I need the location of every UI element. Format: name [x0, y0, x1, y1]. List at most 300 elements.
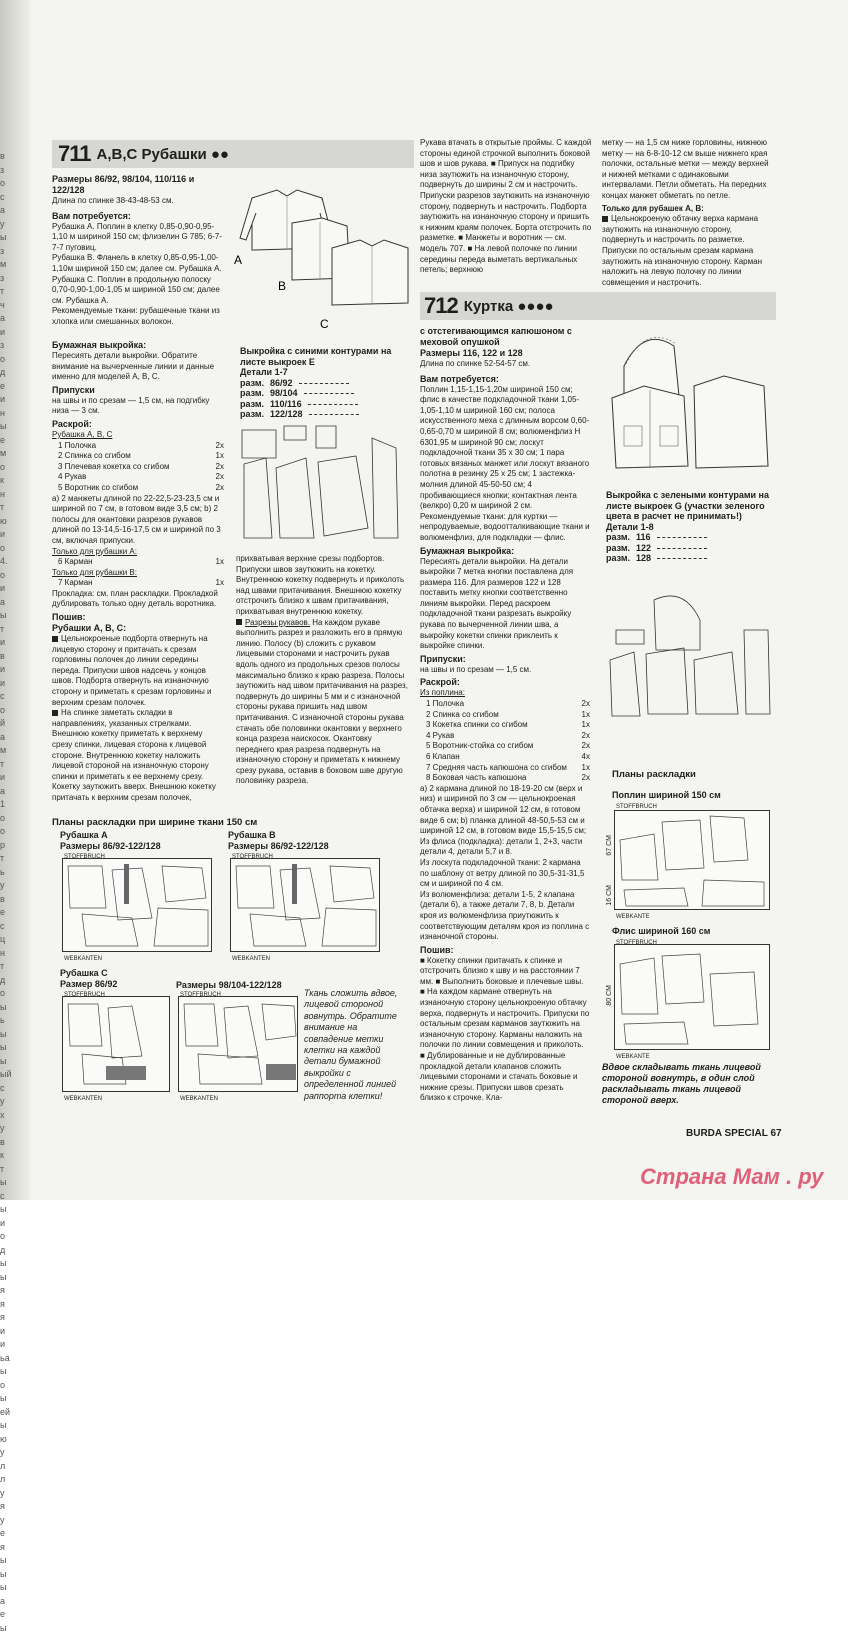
margin-text: [0, 150, 14, 1050]
margin-letter: ы: [0, 231, 14, 245]
margin-letter: з: [0, 339, 14, 353]
part-7: [52, 578, 224, 589]
part-label: 4 Рукав: [58, 472, 86, 483]
part-row: [52, 441, 224, 452]
plan-c-head2: [176, 980, 316, 991]
part-qty: 2x: [216, 462, 224, 473]
part-label: 6 Клапан: [426, 752, 460, 763]
size-legend-row: [606, 553, 776, 564]
margin-letter: о: [0, 542, 14, 556]
plan-b-title: Рубашка B: [228, 830, 388, 841]
margin-letter: ы: [0, 1622, 14, 1635]
margin-letter: ь: [0, 866, 14, 880]
part-row: [420, 731, 590, 742]
title-711: [58, 140, 229, 168]
cut-heading: Раскрой:: [52, 419, 224, 430]
pattern-sheet-712: [606, 490, 776, 564]
margin-letter: ы: [0, 1001, 14, 1015]
margin-letter: м: [0, 447, 14, 461]
margin-letter: т: [0, 1163, 14, 1177]
pattern-sheet-712-details: Детали 1-8: [606, 522, 776, 533]
margin-letter: о: [0, 569, 14, 583]
layout-pieces-c: [62, 996, 302, 1092]
margin-letter: ч: [0, 299, 14, 313]
margin-letter: а: [0, 312, 14, 326]
margin-letter: и: [0, 393, 14, 407]
part-qty: 2x: [216, 472, 224, 483]
part-qty: 2x: [582, 699, 590, 710]
margin-letter: т: [0, 852, 14, 866]
margin-letter: о: [0, 353, 14, 367]
margin-letter: ы: [0, 1203, 14, 1217]
col1-b: [52, 340, 224, 804]
jacket-pattern-heading: Бумажная выкройка:: [420, 546, 590, 557]
plan-c-head: [60, 968, 180, 989]
only-ab-heading: Только для рубашек А, В:: [602, 204, 772, 215]
margin-letter: е: [0, 434, 14, 448]
size-legend-row: [240, 388, 410, 399]
line-style: [657, 548, 707, 549]
plan-a-sizes: Размеры 86/92-122/128: [60, 841, 220, 852]
margin-letter: а: [0, 204, 14, 218]
margin-letter: 1: [0, 798, 14, 812]
line-style: [657, 537, 707, 538]
layout-pieces-fleece: [614, 944, 770, 1050]
part-label: 3 Плечевая кокетка со сгибом: [58, 462, 170, 473]
part-qty: 1x: [582, 720, 590, 731]
label-a: A: [234, 253, 242, 267]
margin-letter: с: [0, 191, 14, 205]
margin-letter: и: [0, 528, 14, 542]
part-row: [420, 741, 590, 752]
part-label: 5 Воротник со сгибом: [58, 483, 138, 494]
margin-letter: с: [0, 690, 14, 704]
size-label: разм.: [606, 543, 630, 553]
jacket-need-heading: Вам потребуется:: [420, 374, 590, 385]
part-label: 2 Спинка со сгибом: [58, 451, 131, 462]
margin-letter: у: [0, 1446, 14, 1460]
margin-letter: а: [0, 731, 14, 745]
part-row: [420, 699, 590, 710]
layout-pieces-ab: [62, 858, 382, 952]
margin-letter: ь: [0, 1014, 14, 1028]
margin-letter: о: [0, 461, 14, 475]
part-row: [52, 462, 224, 473]
fleece-head: [612, 926, 772, 937]
shirts-illustration: [232, 178, 410, 338]
part-label: 5 Воротник-стойка со сгибом: [426, 741, 533, 752]
margin-letter: з: [0, 164, 14, 178]
part-qty: 1x: [582, 763, 590, 774]
part-label: 7 Средняя часть капюшона со сгибом: [426, 763, 567, 774]
margin-letter: ы: [0, 1271, 14, 1285]
plan-b-head: [228, 830, 388, 851]
margin-letter: и: [0, 636, 14, 650]
part-qty: 2x: [216, 483, 224, 494]
need-heading: Вам потребуется:: [52, 211, 228, 222]
part-row: [52, 483, 224, 494]
page-number: 67: [770, 1128, 781, 1139]
margin-letter: и: [0, 1325, 14, 1339]
margin-letter: о: [0, 825, 14, 839]
col4-top: [602, 138, 772, 288]
jacket-allow-heading: Припуски:: [420, 654, 590, 665]
pattern-heading: Бумажная выкройка:: [52, 340, 224, 351]
part-row: [420, 710, 590, 721]
margin-letter: й: [0, 717, 14, 731]
margin-letter: н: [0, 947, 14, 961]
label-b: B: [278, 279, 286, 293]
size-value: 98/104: [270, 388, 298, 398]
layout-pieces-poplin: [614, 810, 770, 910]
allow-heading: Припуски: [52, 385, 224, 396]
length: Длина по спинке 38-43-48-53 см.: [52, 196, 228, 207]
sew-sub: Рубашки А, В, С:: [52, 623, 224, 634]
mid-2-heading: Разрезы рукавов.: [245, 618, 310, 627]
watermark: Страна Мам . ру: [640, 1164, 823, 1190]
size-label: разм.: [240, 388, 264, 398]
margin-letter: ы: [0, 609, 14, 623]
margin-letter: ы: [0, 1028, 14, 1042]
margin-letter: у: [0, 1487, 14, 1501]
size-legend-711: [240, 378, 410, 420]
margin-letter: и: [0, 1338, 14, 1352]
jacket-fleece: Из флиса (подкладка): детали 1, 2+3, части детали 4, детали 5,7 и 8.: [420, 837, 590, 858]
margin-letter: х: [0, 1109, 14, 1123]
edge-poplin: WEBKANTE: [616, 912, 650, 923]
margin-letter: у: [0, 1514, 14, 1528]
line-style: [309, 414, 359, 415]
margin-letter: д: [0, 1244, 14, 1258]
dim-poplin-2: 16 CM: [605, 885, 616, 906]
need-b: Рубашка В. Фланель в клетку 0,85-0,95-1,00-1,10м шириной 150 см; далее см. Рубашка А.: [52, 253, 228, 274]
only-a: Только для рубашки А:: [52, 547, 224, 558]
pattern-sheet-details: Детали 1-7: [240, 367, 410, 378]
margin-letter: ы: [0, 1176, 14, 1190]
mid-1: прихватывая верхние срезы подбортов. Припуски швов заутюжить на кокетку. Внутреннюю кокетку подвернуть и приколоть над швами притачивания. Внешнюю кокетку отстрочить близко к швам притачивания, прихватывая внутреннюю кокетку.: [236, 554, 408, 618]
margin-letter: а: [0, 596, 14, 610]
edge-fleece: WEBKANTE: [616, 1052, 650, 1063]
model-title: A,B,C Рубашки ●●: [97, 146, 229, 163]
margin-letter: ю: [0, 1433, 14, 1447]
part-qty: 1x: [216, 451, 224, 462]
plans-712-title: Планы раскладки: [612, 770, 772, 781]
model-title-712: Куртка ●●●●: [464, 298, 554, 315]
label-c: C: [320, 317, 329, 331]
margin-letter: ы: [0, 1554, 14, 1568]
fold-b: STOFFBRUCH: [232, 852, 273, 863]
col3-main: [420, 326, 590, 1104]
part-row: [420, 752, 590, 763]
margin-letter: я: [0, 1298, 14, 1312]
margin-letter: ый: [0, 1068, 14, 1082]
dim-poplin-1: 67 CM: [605, 835, 616, 856]
sew-1: Цельнокроеные подборта отвернуть на лицевую сторону и притачать к срезам горловины полочек до линии середины переда. Припуски швов надсечь у концов швов. Подборта отвернуть на изнаночную сторону и приметать к срезам горловины и верхним срезам полочек.: [52, 634, 212, 707]
col3-top: [420, 138, 592, 276]
margin-letter: 4.: [0, 555, 14, 569]
prokladka: Прокладка: см. план раскладки. Прокладкой дублировать только одну деталь воротника.: [52, 589, 224, 610]
plan-note-712: Вдвое складывать ткань лицевой стороной вовнутрь, в один слой раскладывать ткань лицевой стороной вверх.: [602, 1062, 774, 1106]
fold-poplin: STOFFBRUCH: [616, 802, 657, 813]
edge-b: WEBKANTEN: [232, 954, 270, 965]
plans-712-head: [612, 770, 772, 781]
model-number-712: 712: [424, 293, 458, 319]
margin-letter: в: [0, 1136, 14, 1150]
size-legend-row: [240, 378, 410, 389]
margin-letter: ц: [0, 933, 14, 947]
fold-fleece: STOFFBRUCH: [616, 938, 657, 949]
fold-c1: STOFFBRUCH: [64, 990, 105, 1001]
part-qty: 1x: [216, 578, 224, 589]
margin-letter: е: [0, 380, 14, 394]
fleece-title: Флис шириной 160 см: [612, 926, 772, 937]
poplin-head: [612, 790, 772, 801]
part-qty: 2x: [582, 773, 590, 784]
col2: [236, 554, 408, 787]
margin-letter: з: [0, 245, 14, 259]
plan-c-size2: Размеры 98/104-122/128: [176, 980, 316, 991]
margin-letter: и: [0, 771, 14, 785]
sew-heading: Пошив:: [52, 612, 224, 623]
margin-letter: а: [0, 785, 14, 799]
plan-c-size1: Размер 86/92: [60, 979, 180, 990]
jacket-illustration: [604, 326, 774, 476]
jacket-lining: Из лоскута подкладочной ткани: 2 кармана по шаблону от ветру длиной по 30,5-31-31,5 см и шириной по 4 см.: [420, 858, 590, 890]
size-label: разм.: [606, 553, 630, 563]
margin-letter: ы: [0, 1419, 14, 1433]
size-value: 122/128: [270, 409, 303, 419]
margin-letter: ы: [0, 1568, 14, 1582]
part-qty: 2x: [582, 741, 590, 752]
margin-letter: л: [0, 1460, 14, 1474]
margin-letter: у: [0, 1095, 14, 1109]
margin-letter: р: [0, 839, 14, 853]
margin-letter: я: [0, 1500, 14, 1514]
plan-b-sizes: Размеры 86/92-122/128: [228, 841, 388, 852]
margin-letter: и: [0, 326, 14, 340]
pattern-text: Пересиять детали выкройки. Обратите внимание на вычерченные линии и данные именно для моделей А, В, С.: [52, 351, 224, 383]
pattern-sheet-title: Выкройка с синими контурами на листе выкроек E: [240, 346, 410, 367]
margin-letter: и: [0, 663, 14, 677]
part-6: [52, 557, 224, 568]
cut-sub: Рубашка А, В, С: [52, 430, 224, 441]
plan-a-title: Рубашка A: [60, 830, 220, 841]
fold-a: STOFFBRUCH: [64, 852, 105, 863]
fold-c2: STOFFBRUCH: [180, 990, 221, 1001]
jacket-cut-heading: Раскрой:: [420, 677, 590, 688]
plan-note-711: Ткань сложить вдвое, лицевой стороной вовнутрь. Обратите внимание на совпадение метки клетки на каждой детали бумажной выкройки с определенной линией раппорта клетки!: [304, 988, 404, 1102]
margin-letter: д: [0, 974, 14, 988]
plan-a-head: [60, 830, 220, 851]
footer-brand: BURDA SPECIAL: [686, 1128, 768, 1139]
pattern-pieces-711: [236, 418, 416, 546]
part-row: [52, 451, 224, 462]
margin-letter: с: [0, 920, 14, 934]
margin-letter: в: [0, 650, 14, 664]
margin-letter: о: [0, 177, 14, 191]
size-value: 86/92: [270, 378, 293, 388]
part-label: 1 Полочка: [426, 699, 464, 710]
margin-letter: я: [0, 1284, 14, 1298]
sizes: Размеры 86/92, 98/104, 110/116 и 122/128: [52, 174, 228, 196]
margin-letter: м: [0, 744, 14, 758]
only-b: Только для рубашки В:: [52, 568, 224, 579]
need-rec: Рекомендуемые ткани: рубашечные ткани из хлопка или смешанных волокон.: [52, 306, 228, 327]
margin-letter: в: [0, 150, 14, 164]
size-value: 122: [636, 543, 651, 553]
margin-letter: е: [0, 1608, 14, 1622]
margin-letter: т: [0, 623, 14, 637]
margin-letter: ьа: [0, 1352, 14, 1366]
margin-letter: о: [0, 987, 14, 1001]
only-ab-text: Цельнокроеную обтачку верха кармана заутюжить на изнаночную сторону, подвернуть и настрочить по разметке. Припуски по остальным срезам кармана заутюжить на изнаночную сторону. Карман наложить на левую полочку по линии совмещения и настрочить.: [602, 214, 762, 287]
margin-letter: т: [0, 501, 14, 515]
margin-letter: ы: [0, 1581, 14, 1595]
title-712: [424, 292, 554, 320]
margin-letter: о: [0, 1230, 14, 1244]
edge-a: WEBKANTEN: [64, 954, 102, 965]
pattern-sheet-711: [240, 346, 410, 420]
jacket-rec: Рекомендуемые ткани: для куртки — непродуваемые, водоотталкивающие ткани и волюменфлиз, для подкладки — флис.: [420, 512, 590, 544]
margin-letter: о: [0, 704, 14, 718]
line-style: [299, 383, 349, 384]
margin-letter: о: [0, 1379, 14, 1393]
margin-letter: у: [0, 218, 14, 232]
margin-letter: ю: [0, 515, 14, 529]
size-legend-row: [606, 543, 776, 554]
margin-letter: к: [0, 1149, 14, 1163]
mid-2: На каждом рукаве выполнить разрез и разложить его в прямую линию. Полосу (b) сложить с рукавом лицевыми сторонами и настрочить рукав вдоль одного из продольных срезов полосы максимально близко к краю разреза. Полосы заутюжить над швом притачивания на разрез, подвернуть до ширины 5 мм и с изнаночной стороны рукава пришить над швом притачивания. С изнаночной стороны рукава стачать обе половинки окантовки у верхнего конца разреза наискосок. Окантовку переднего края разреза подвернуть на изнаночную сторону и приметать к нижнему срезу рукава, оставив в боковом шве другую половинку разреза.: [236, 618, 408, 786]
jacket-length: Длина по спинке 52-54-57 см.: [420, 359, 590, 370]
size-label: разм.: [240, 378, 264, 388]
part-qty: 1x: [582, 710, 590, 721]
jacket-sew: ■ Кокетку спинки притачать к спинке и отстрочить близко к шву и на расстоянии 7 мм. ■ Выполнить боковые и плечевые швы. ■ На каждом кармане отвернуть на изнаночную сторону цельнокроеную обтачку верха, подвернуть и настрочить. Припуски по остальным срезам карманов заутюжить на изнаночную сторону. Карманы наложить на полочки по линии совмещения и приколоть. ■ Дублированные и не дублированные прокладкой детали клапанов сложить лицевыми сторонами и стачать боковые и нижние срезы. Припуски швов срезать близко к строчке. Кла-: [420, 956, 590, 1104]
plans-711-head: [52, 818, 412, 829]
size-label: разм.: [240, 409, 264, 419]
margin-letter: с: [0, 1190, 14, 1204]
margin-letter: и: [0, 1217, 14, 1231]
part-row: [420, 763, 590, 774]
need-a: Рубашка А. Поплин в клетку 0,85-0,90-0,95-1,10 м шириной 150 см; флизелин G 785; 6-7-7-7 пуговиц.: [52, 222, 228, 254]
footer: [686, 1128, 782, 1139]
parts-list-712: [420, 699, 590, 784]
jacket-sew-heading: Пошив:: [420, 945, 590, 956]
jacket-sizes: Размеры 116, 122 и 128: [420, 348, 590, 359]
size-legend-row: [606, 532, 776, 543]
jacket-need: Поплин 1,15-1,15-1,20м шириной 150 см; флис в качестве подкладочной ткани 1,05-1,05-1,10 м шириной 160 см; полоса искусственного меха с длинным ворсом 0,60-0,65-0,70 м шириной 8 см; волюменфлиз Н 6301,95 м шириной 90 см; лоскут подкладочной ткани 35 x 30 см; 1 пара готовых вязаных манжет или лоскут вязаного полотна в резинку 25 x 25 см; 1 застежка-молния длиной 45-50-50 см; 4 пробивающиеся кнопки; контактная лента (велкро) 0,20 м шириной 2 см.: [420, 385, 590, 512]
poplin-title: Поплин шириной 150 см: [612, 790, 772, 801]
margin-letter: я: [0, 1311, 14, 1325]
edge-c1: WEBKANTEN: [64, 1094, 102, 1105]
margin-letter: а: [0, 1595, 14, 1609]
part-label: 7 Карман: [58, 578, 93, 589]
part-label: 3 Кокетка спинки со сгибом: [426, 720, 528, 731]
margin-letter: и: [0, 582, 14, 596]
cut-extra: а) 2 манжеты длиной по 22-22,5-23-23,5 см и шириной по 7 см, в готовом виде 3,5 см; b) 2 полосы для окантовки разрезов рукавов длиной по 13-14,5-16-17,5 см и шириной по 3 см, включая припуски.: [52, 494, 224, 547]
margin-letter: т: [0, 960, 14, 974]
part-row: [420, 720, 590, 731]
part-label: 4 Рукав: [426, 731, 454, 742]
margin-letter: д: [0, 366, 14, 380]
dim-fleece: 80 CM: [605, 985, 616, 1006]
col1-a: [52, 174, 228, 328]
margin-letter: у: [0, 879, 14, 893]
pattern-pieces-712: [604, 590, 774, 720]
jacket-cut-sub: Из поплина:: [420, 688, 590, 699]
part-row: [420, 773, 590, 784]
margin-letter: н: [0, 488, 14, 502]
margin-letter: ы: [0, 1392, 14, 1406]
sew-2: На спинке заметать складки в направлениях, указанных стрелками. Внешнюю кокетку приметать к верхнему срезу спинки, лицевая сторона к лицевой стороне. Внутреннюю кокетку наложить лицевой стороной на изнаночную сторону спинки и приметать к ее верхнему срезу. Кокетку заутюжить вверх. Внешнюю кокетку притачать к верхним срезам полочек,: [52, 708, 216, 802]
margin-letter: л: [0, 1473, 14, 1487]
margin-letter: ы: [0, 420, 14, 434]
margin-letter: ы: [0, 1041, 14, 1055]
margin-letter: в: [0, 893, 14, 907]
col3-top-text: Рукава втачать в открытые проймы. С каждой стороны единой строчкой выполнить боковой шов и шов рукава. ■ Припуск на подгибку низа заутюжить на изнаночную сторону, подвернуть до ширины 2 см и настрочить. Припуски разрезов заутюжить на изнаночную сторону, подвернуть и настрочить. Подборта заутюжить на изнаночную сторону и пришить к нижним краям полочек. Борта отстрочить по разметке. ■ Манжеты и воротник — см. модель 707. ■ На левой полочке по линии середины переда выметать вертикальных петель; верхнюю: [420, 138, 592, 276]
size-label: разм.: [240, 399, 264, 409]
need-c: Рубашка С. Поплин в продольную полоску 0,70-0,90-1,00-1,05 м шириной 150 см; далее см. Рубашка А.: [52, 275, 228, 307]
part-qty: 2x: [216, 441, 224, 452]
margin-letter: с: [0, 1082, 14, 1096]
model-number: 711: [58, 141, 91, 167]
margin-letter: ы: [0, 1257, 14, 1271]
margin-letter: я: [0, 1541, 14, 1555]
edge-c2: WEBKANTEN: [180, 1094, 218, 1105]
margin-letter: т: [0, 758, 14, 772]
jacket-allow: на швы и по срезам — 1,5 см.: [420, 665, 590, 676]
col4-top-text: метку — на 1,5 см ниже горловины, нижнюю метку — на 6-8-10-12 см выше нижнего края полочки, остальные метки — между верхней и нижней метками с одинаковыми интервалами. Петли обметать. На передних концах манжет обметать по петле.: [602, 138, 772, 202]
part-label: 6 Карман: [58, 557, 93, 568]
margin-letter: ы: [0, 1055, 14, 1069]
margin-letter: ы: [0, 1365, 14, 1379]
margin-letter: е: [0, 1527, 14, 1541]
size-label: разм.: [606, 532, 630, 542]
jacket-cut-extra: а) 2 кармана длиной по 18-19-20 см (верх и низ) и шириной по 3 см — цельнокроеная обтачка верха) и шириной 12 см, в готовом виде 6 см; b) планка длиной 48-50,5-53 см и шириной 12 см, в готовом виде 15,5-15,5 см;: [420, 784, 590, 837]
jacket-pattern: Пересиять детали выкройки. На детали выкройки 7 метка кнопки поставлена для размера 116. Для размеров 122 и 128 поставить метку кнопки соответственно линиям выкройки. Перед раскроем подкладочной ткани разрезать выкройку рукава по вычерченной линии шва, а выкройку кокетки спинки приклеить к выкройке спинки.: [420, 557, 590, 652]
part-qty: 1x: [216, 557, 224, 568]
line-style: [657, 558, 707, 559]
line-style: [304, 393, 354, 394]
margin-letter: о: [0, 812, 14, 826]
jacket-sub: с отстегивающимся капюшоном с меховой опушкой: [420, 326, 590, 348]
allow-text: на швы и по срезам — 1,5 см, на подгибку низа — 3 см.: [52, 396, 224, 417]
size-value: 110/116: [270, 399, 302, 409]
margin-letter: м: [0, 258, 14, 272]
margin-letter: н: [0, 407, 14, 421]
size-value: 116: [636, 532, 651, 542]
parts-list-711: [52, 441, 224, 494]
margin-letter: з: [0, 272, 14, 286]
part-row: [52, 472, 224, 483]
size-legend-row: [240, 399, 410, 410]
pattern-sheet-712-title: Выкройка с зелеными контурами на листе выкроек G (участки зеленого цвета в расчет не принимать!): [606, 490, 776, 522]
part-label: 1 Полочка: [58, 441, 96, 452]
line-style: [308, 404, 358, 405]
size-value: 128: [636, 553, 651, 563]
plan-c-title: Рубашка C: [60, 968, 180, 979]
margin-letter: и: [0, 677, 14, 691]
part-label: 8 Боковая часть капюшона: [426, 773, 526, 784]
margin-letter: т: [0, 285, 14, 299]
margin-letter: е: [0, 906, 14, 920]
margin-letter: к: [0, 474, 14, 488]
part-qty: 2x: [582, 731, 590, 742]
margin-letter: ей: [0, 1406, 14, 1420]
part-label: 2 Спинка со сгибом: [426, 710, 499, 721]
margin-letter: у: [0, 1122, 14, 1136]
size-legend-712: [606, 532, 776, 564]
plans-711-title: Планы раскладки при ширине ткани 150 см: [52, 818, 412, 829]
